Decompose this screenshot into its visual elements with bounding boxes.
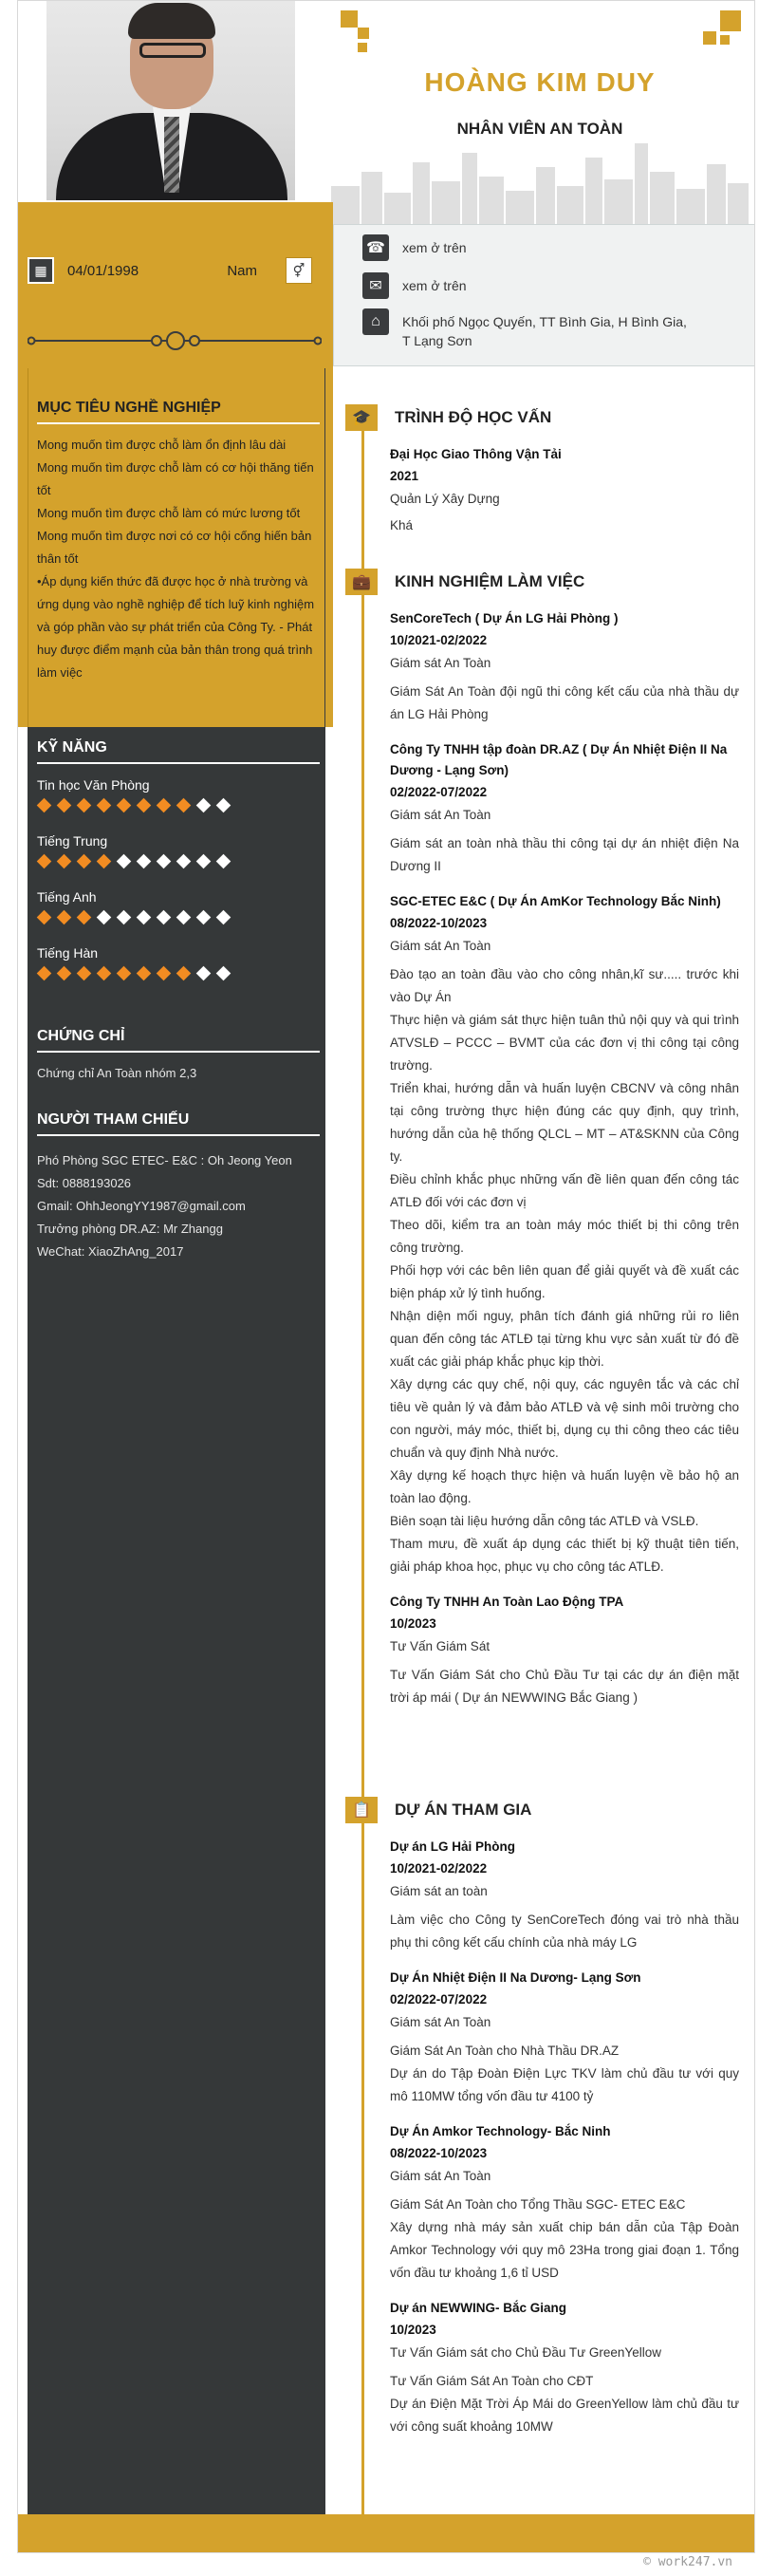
education-entry (350, 444, 739, 537)
objective-line: Mong muốn tìm được chỗ làm ổn định lâu dài (37, 438, 287, 452)
date-range: 10/2021-02/2022 (390, 1861, 488, 1876)
rating-diamond (97, 798, 112, 813)
description-line: Triển khai, hướng dẫn và huấn luyện CBCNV và công nhân tại công trường thực hiện đúng các quy định, quy trình, hướng dẫn của hệ thống QLCL – MT – AT&SKNN của Công ty. (390, 1081, 739, 1164)
description-line: Dự án Điện Mặt Trời Áp Mái do GreenYellow làm chủ đầu tư với công suất khoảng 10MW (390, 2397, 739, 2434)
section-title: KỸ NĂNG (37, 739, 320, 764)
description-line: Xây dựng kế hoạch thực hiện và huấn luyện về bảo hộ an toàn lao động. (390, 1468, 739, 1505)
school-name: Đại Học Giao Thông Vận Tải (390, 447, 562, 461)
decorative-slider (28, 331, 322, 350)
rating-diamond (37, 966, 52, 981)
description-line: Giám Sát An Toàn cho Tổng Thầu SGC- ETEC E&C (390, 2197, 686, 2212)
certificates-section (37, 1028, 320, 1080)
rating-diamond (37, 910, 52, 925)
footer-bar (18, 2514, 755, 2553)
decor-square (358, 28, 369, 39)
objective-line: Mong muốn tìm được nơi có cơ hội cống hiến bản thân tốt (37, 529, 312, 566)
description-line: Nhận diện mối nguy, phân tích đánh giá những rủi ro liên quan đến công tác ATLĐ tại từng khu vực sản xuất từ đó đề xuất các giải pháp khắc phục kịp thời. (390, 1309, 739, 1369)
skills-section (37, 739, 320, 1001)
skill-name: Tin học Văn Phòng (37, 777, 150, 793)
rating-diamond (37, 854, 52, 869)
company-name: SGC-ETEC E&C ( Dự Án AmKor Technology Bắc Ninh) (390, 894, 721, 908)
skill-item (37, 889, 320, 924)
description-line: Dự án do Tập Đoàn Điện Lực TKV làm chủ đầu tư với quy mô 110MW tổng vốn đầu tư 4100 tỷ (390, 2066, 739, 2103)
rating-diamond (137, 966, 152, 981)
description-line: Phối hợp với các bên liên quan để giải quyết và đề xuất các biện pháp xử lý tình huống. (390, 1263, 739, 1300)
rating-diamond (157, 854, 172, 869)
education-section (350, 404, 739, 551)
rating-diamond (77, 966, 92, 981)
gender-label: Nam (227, 262, 257, 279)
rating-diamond (216, 966, 231, 981)
rating-diamond (157, 910, 172, 925)
section-title: DỰ ÁN THAM GIA (395, 1801, 532, 1819)
description-line: Tư Vấn Giám Sát An Toàn cho CĐT (390, 2374, 594, 2388)
projects-list (350, 1837, 739, 2438)
experience-section (350, 569, 739, 1723)
rating-diamond (117, 910, 132, 925)
home-icon: ⌂ (362, 308, 389, 335)
rating-diamond (216, 798, 231, 813)
section-title: MỤC TIÊU NGHỀ NGHIỆP (37, 400, 320, 424)
project-entry (350, 1968, 739, 2108)
project-entry (350, 1837, 739, 1954)
references-section (37, 1111, 320, 1263)
certificate-item: Chứng chỉ An Toàn nhóm 2,3 (37, 1066, 197, 1080)
date-range: 02/2022-07/2022 (390, 1992, 488, 2007)
skill-item (37, 945, 320, 980)
date-range: 10/2023 (390, 2323, 436, 2337)
reference-line: Gmail: OhhJeongYY1987@gmail.com (37, 1199, 246, 1213)
section-title: KINH NGHIỆM LÀM VIỆC (395, 572, 585, 590)
grade: Khá (390, 518, 414, 532)
rating-diamond (117, 966, 132, 981)
phone-value: xem ở trên (402, 240, 467, 255)
skill-name: Tiếng Trung (37, 833, 108, 849)
experience-list (350, 608, 739, 1709)
decor-square (341, 10, 358, 28)
section-title: NGƯỜI THAM CHIẾU (37, 1111, 320, 1136)
role: Giám sát An Toàn (390, 2015, 491, 2029)
date-range: 02/2022-07/2022 (390, 785, 488, 799)
date-range: 10/2021-02/2022 (390, 633, 488, 647)
rating-diamond (216, 910, 231, 925)
contact-panel (333, 224, 755, 366)
date-range: 08/2022-10/2023 (390, 2146, 488, 2160)
rating-diamond (117, 854, 132, 869)
profile-photo (46, 1, 295, 200)
experience-entry (350, 891, 739, 1578)
rating-diamond (157, 966, 172, 981)
project-name: Dự án LG Hải Phòng (390, 1839, 516, 1854)
graduation-year: 2021 (390, 469, 419, 483)
gender-icon: ⚥ (286, 257, 312, 284)
rating-diamond (57, 854, 72, 869)
description-line: Làm việc cho Công ty SenCoreTech đóng vai trò nhà thầu phụ thi công kết cấu chính của nhà máy LG (390, 1913, 739, 1950)
role: Giám sát An Toàn (390, 2169, 491, 2183)
rating-diamond (137, 854, 152, 869)
description-line: Thực hiện và giám sát thực hiện tuân thủ nội quy và qui trình ATVSLĐ – PCCC – BVMT của các đơn vị thi công tại công trường. (390, 1013, 739, 1073)
project-name: Dự Án Amkor Technology- Bắc Ninh (390, 2124, 611, 2138)
rating-diamond (176, 798, 192, 813)
rating-diamond (57, 798, 72, 813)
graduation-cap-icon: 🎓 (345, 404, 378, 431)
rating-diamond (196, 854, 212, 869)
project-entry (350, 2121, 739, 2285)
address-value: Khối phố Ngọc Quyến, TT Bình Gia, H Bình Gia, T Lạng Sơn (402, 314, 687, 348)
contact-email-row (362, 272, 687, 299)
rating-diamond (176, 966, 192, 981)
rating-diamond (77, 798, 92, 813)
description-line: Giám Sát An Toàn cho Nhà Thầu DR.AZ (390, 2044, 620, 2058)
description-line: Xây dựng các quy chế, nội quy, các nguyên tắc và các chỉ tiêu về quản lý và đảm bảo ATLĐ và vệ sinh môi trường cho con người, máy móc, thiết bị, dụng cụ thi công theo các tiêu chuẩn và quy định Nhà nước. (390, 1377, 739, 1460)
experience-entry (350, 608, 739, 726)
description-line: Theo dõi, kiểm tra an toàn máy móc thiết bị thi công trên công trường. (390, 1218, 739, 1255)
section-title: TRÌNH ĐỘ HỌC VẤN (395, 408, 552, 426)
rating-diamond (97, 854, 112, 869)
candidate-name: HOÀNG KIM DUY (424, 67, 656, 97)
rating-diamond (77, 854, 92, 869)
rating-diamond (157, 798, 172, 813)
date-of-birth: 04/01/1998 (67, 262, 139, 279)
skill-rating (37, 854, 320, 868)
experience-entry (350, 739, 739, 878)
reference-line: Sdt: 0888193026 (37, 1176, 132, 1190)
decor-square (703, 31, 716, 45)
phone-icon: ☎ (362, 234, 389, 261)
rating-diamond (137, 798, 152, 813)
decor-square (358, 43, 367, 52)
contact-phone-row (362, 234, 687, 261)
cv-page (17, 0, 755, 2553)
decor-square (720, 10, 741, 31)
role: Giám sát an toàn (390, 1884, 488, 1898)
company-name: Công Ty TNHH An Toàn Lao Động TPA (390, 1595, 624, 1609)
project-name: Dự án NEWWING- Bắc Giang (390, 2301, 567, 2315)
rating-diamond (57, 910, 72, 925)
rating-diamond (196, 910, 212, 925)
job-title: NHÂN VIÊN AN TOÀN (456, 120, 623, 138)
rating-diamond (176, 854, 192, 869)
rating-diamond (117, 798, 132, 813)
role: Giám sát An Toàn (390, 939, 491, 953)
company-name: Công Ty TNHH tập đoàn DR.AZ ( Dự Án Nhiệt Điện II Na Dương - Lạng Sơn) (390, 742, 728, 777)
description-line: Biên soạn tài liệu hướng dẫn công tác ATLĐ và VSLĐ. (390, 1514, 699, 1528)
skill-item (37, 777, 320, 812)
envelope-icon: ✉ (362, 272, 389, 299)
personal-info-panel (18, 202, 333, 368)
description-line: Tham mưu, đề xuất áp dụng các thiết bị kỹ thuật tiên tiến, giải pháp khoa học, phục vụ cho công tác ATLĐ. (390, 1537, 739, 1574)
description-line: Xây dựng nhà máy sản xuất chip bán dẫn của Tập Đoàn Amkor Technology với quy mô 23Ha trong giai đoạn 1. Tổng vốn đầu tư khoảng 1,6 tỉ USD (390, 2220, 739, 2280)
date-range: 08/2022-10/2023 (390, 916, 488, 930)
city-skyline-decoration (331, 134, 749, 224)
briefcase-icon: 💼 (345, 569, 378, 595)
rating-diamond (216, 854, 231, 869)
reference-line: Trưởng phòng DR.AZ: Mr Zhangg (37, 1222, 223, 1236)
career-objective-section (37, 400, 320, 684)
projects-section (350, 1797, 739, 2452)
skill-rating (37, 910, 320, 924)
role: Giám sát An Toàn (390, 656, 491, 670)
section-title: CHỨNG CHỈ (37, 1028, 320, 1053)
objective-line: Mong muốn tìm được chỗ làm có cơ hội thăng tiến tốt (37, 460, 314, 497)
watermark: © work247.vn (643, 2555, 732, 2569)
skill-rating (37, 966, 320, 980)
project-name: Dự Án Nhiệt Điện II Na Dương- Lạng Sơn (390, 1970, 641, 1985)
experience-entry (350, 1592, 739, 1709)
email-value: xem ở trên (402, 278, 467, 293)
contact-address-row (362, 308, 687, 350)
role: Tư Vấn Giám sát cho Chủ Đầu Tư GreenYellow (390, 2345, 661, 2360)
description-line: Giám Sát An Toàn đội ngũ thi công kết cấu của nhà thầu dự án LG Hải Phòng (390, 684, 739, 721)
rating-diamond (77, 910, 92, 925)
calendar-icon: ▦ (28, 257, 54, 284)
rating-diamond (97, 910, 112, 925)
company-name: SenCoreTech ( Dự Án LG Hải Phòng ) (390, 611, 619, 625)
rating-diamond (196, 798, 212, 813)
objective-line: Mong muốn tìm được chỗ làm có mức lương tốt (37, 506, 301, 520)
skill-name: Tiếng Anh (37, 889, 97, 905)
skill-name: Tiếng Hàn (37, 945, 99, 961)
clipboard-icon: 📋 (345, 1797, 378, 1823)
role: Tư Vấn Giám Sát (390, 1639, 491, 1653)
date-range: 10/2023 (390, 1616, 436, 1631)
rating-diamond (97, 966, 112, 981)
rating-diamond (196, 966, 212, 981)
rating-diamond (176, 910, 192, 925)
rating-diamond (137, 910, 152, 925)
project-entry (350, 2298, 739, 2438)
skill-rating (37, 798, 320, 812)
decor-square (720, 35, 730, 45)
rating-diamond (57, 966, 72, 981)
rating-diamond (37, 798, 52, 813)
major: Quản Lý Xây Dựng (390, 492, 500, 506)
role: Giám sát An Toàn (390, 808, 491, 822)
description-line: Đào tạo an toàn đầu vào cho công nhân,kĩ sư..... trước khi vào Dự Án (390, 967, 739, 1004)
description-line: Tư Vấn Giám Sát cho Chủ Đầu Tư tại các dự án điện mặt trời áp mái ( Dự án NEWWING Bắc Giang ) (390, 1668, 739, 1705)
reference-line: WeChat: XiaoZhAng_2017 (37, 1244, 184, 1259)
skill-item (37, 833, 320, 868)
description-line: Điều chỉnh khắc phục những vấn đề liên quan đến công tác ATLĐ đối với các đơn vị (390, 1172, 739, 1209)
objective-line: •Áp dụng kiến thức đã được học ở nhà trường và ứng dụng vào nghề nghiệp để tích luỹ kinh nghiệm và góp phần vào sự phát triển của Công Ty. - Phát huy được điểm mạnh của bản thân trong quá trình làm việc (37, 574, 315, 680)
reference-line: Phó Phòng SGC ETEC- E&C : Oh Jeong Yeon (37, 1153, 292, 1167)
description-line: Giám sát an toàn nhà thầu thi công tại dự án nhiệt điện Na Dương II (390, 836, 739, 873)
